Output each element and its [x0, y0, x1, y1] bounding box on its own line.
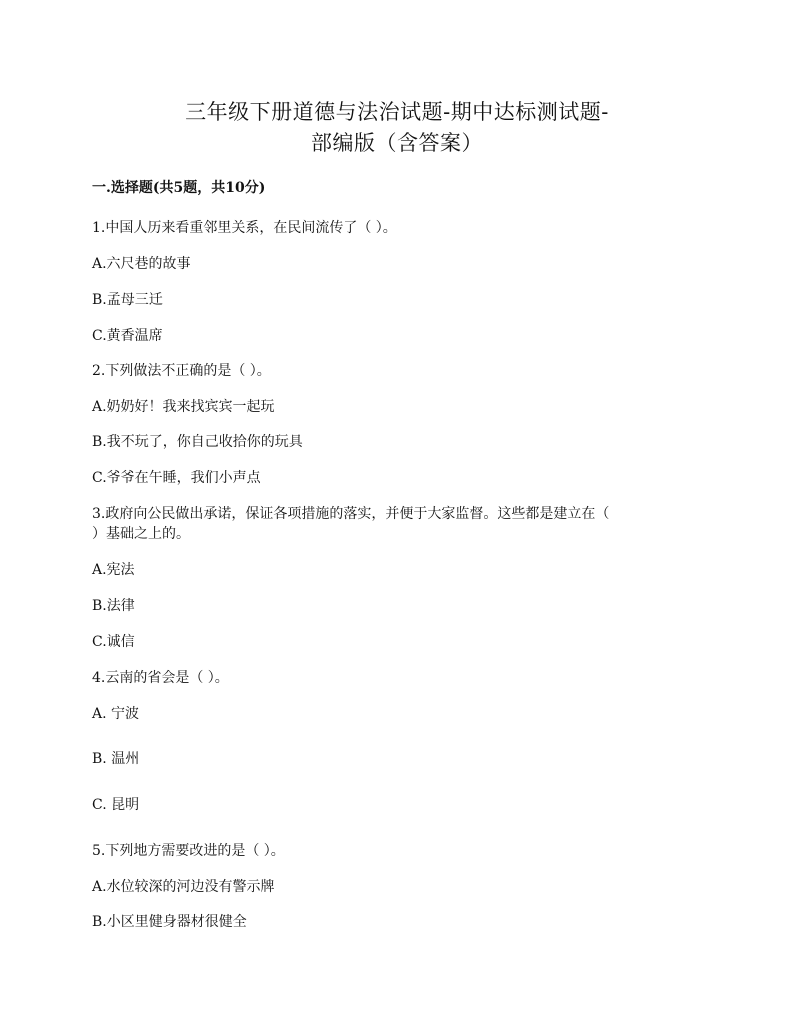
document-title-line-2: 部编版（含答案） [311, 131, 483, 155]
question-2-stem: 2.下列做法不正确的是（ ）。 [92, 363, 271, 379]
question-5-option-b: B.小区里健身器材很健全 [92, 914, 247, 930]
question-3-option-a: A.宪法 [92, 562, 135, 578]
question-4-stem: 4.云南的省会是（ ）。 [92, 670, 229, 686]
question-1-option-b: B.孟母三迁 [92, 292, 163, 308]
section-heading: 一.选择题(共5题，共10分) [92, 180, 266, 196]
document-title-line-1: 三年级下册道德与法治试题-期中达标测试题- [185, 100, 609, 124]
question-3-option-b: B.法律 [92, 598, 135, 614]
question-4-option-b: B. 温州 [92, 751, 140, 767]
question-2-option-c: C.爷爷在午睡，我们小声点 [92, 470, 261, 486]
question-3-option-c: C.诚信 [92, 634, 135, 650]
question-4-option-c: C. 昆明 [92, 797, 140, 813]
question-5-option-a: A.水位较深的河边没有警示牌 [92, 879, 275, 895]
question-4-option-a: A. 宁波 [92, 706, 140, 722]
question-5-stem: 5.下列地方需要改进的是（ ）。 [92, 843, 285, 859]
question-2-option-a: A.奶奶好！我来找宾宾一起玩 [92, 399, 275, 415]
question-1-stem: 1.中国人历来看重邻里关系，在民间流传了（ ）。 [92, 220, 397, 236]
question-1-option-c: C.黄香温席 [92, 328, 163, 344]
question-3-stem-line-1: 3.政府向公民做出承诺，保证各项措施的落实，并便于大家监督。这些都是建立在（ [92, 506, 610, 522]
question-3-stem-line-2: ）基础之上的。 [92, 526, 190, 542]
question-1-option-a: A.六尺巷的故事 [92, 256, 191, 272]
question-2-option-b: B.我不玩了，你自己收拾你的玩具 [92, 434, 303, 450]
